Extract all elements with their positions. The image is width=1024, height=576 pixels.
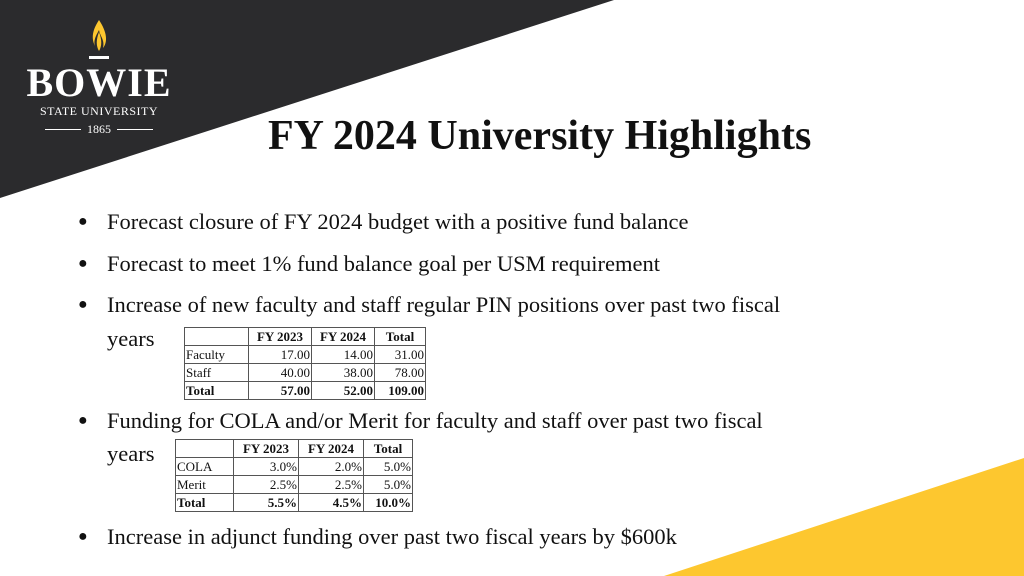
bullet-dot-icon: ● (78, 296, 88, 313)
logo-rule-left (45, 129, 81, 130)
logo-year: 1865 (87, 122, 111, 136)
table-cell: 2.0% (299, 458, 364, 476)
bullet-text-continued: years (107, 441, 155, 466)
table-cell: 4.5% (299, 494, 364, 512)
bullet-dot-icon: ● (78, 213, 88, 230)
table-header-cell: FY 2024 (299, 440, 364, 458)
table-cell: 14.00 (312, 346, 375, 364)
bullet-dot-icon: ● (78, 528, 88, 545)
table-header-row (185, 328, 426, 346)
university-logo (26, 18, 172, 148)
table-cell: 40.00 (249, 364, 312, 382)
table-cell: 78.00 (375, 364, 426, 382)
table-header-cell: FY 2023 (234, 440, 299, 458)
table-cell: 5.5% (234, 494, 299, 512)
table-cell: 5.0% (364, 458, 413, 476)
table-cell: 3.0% (234, 458, 299, 476)
table-cell: 2.5% (234, 476, 299, 494)
table-header-cell (185, 328, 249, 346)
table-cell: 38.00 (312, 364, 375, 382)
table-header-cell: FY 2024 (312, 328, 375, 346)
table-cell: 57.00 (249, 382, 312, 400)
flame-icon (85, 18, 113, 66)
table-cell: 2.5% (299, 476, 364, 494)
bullet-dot-icon: ● (78, 412, 88, 429)
bullet-dot-icon: ● (78, 255, 88, 272)
table-row (185, 364, 426, 382)
table-row (176, 476, 413, 494)
table-cell: Faculty (185, 346, 249, 364)
slide-title: FY 2024 University Highlights (268, 113, 812, 159)
bullet-text: Funding for COLA and/or Merit for faculty and staff over past two fiscal (107, 408, 763, 433)
bullet-text: Increase in adjunct funding over past two fiscal years by $600k (107, 524, 677, 549)
funding-table (175, 439, 413, 512)
table-cell: 31.00 (375, 346, 426, 364)
table-row (185, 346, 426, 364)
table-cell: Merit (176, 476, 234, 494)
table-cell: 52.00 (312, 382, 375, 400)
table-cell: Total (176, 494, 234, 512)
table-total-row (176, 494, 413, 512)
logo-subtitle: STATE UNIVERSITY (39, 104, 159, 118)
table-cell: 5.0% (364, 476, 413, 494)
table-total-row (185, 382, 426, 400)
table-header-cell: Total (364, 440, 413, 458)
table-row (176, 458, 413, 476)
bullet-text-continued: years (107, 326, 155, 351)
table-header-row (176, 440, 413, 458)
logo-rule-right (117, 129, 153, 130)
table-cell: Staff (185, 364, 249, 382)
table-header-cell: FY 2023 (249, 328, 312, 346)
gold-accent-shape (664, 458, 1024, 576)
positions-table (184, 327, 426, 400)
table-cell: 10.0% (364, 494, 413, 512)
logo-year-row (26, 122, 172, 137)
table-cell: 109.00 (375, 382, 426, 400)
bullet-text: Increase of new faculty and staff regular PIN positions over past two fiscal (107, 292, 781, 317)
table-cell: Total (185, 382, 249, 400)
table-header-cell: Total (375, 328, 426, 346)
table-cell: 17.00 (249, 346, 312, 364)
table-header-cell (176, 440, 234, 458)
bullet-text: Forecast closure of FY 2024 budget with a positive fund balance (107, 209, 689, 234)
table-cell: COLA (176, 458, 234, 476)
bullet-text: Forecast to meet 1% fund balance goal per USM requirement (107, 251, 660, 276)
logo-name: BOWIE (26, 60, 172, 105)
